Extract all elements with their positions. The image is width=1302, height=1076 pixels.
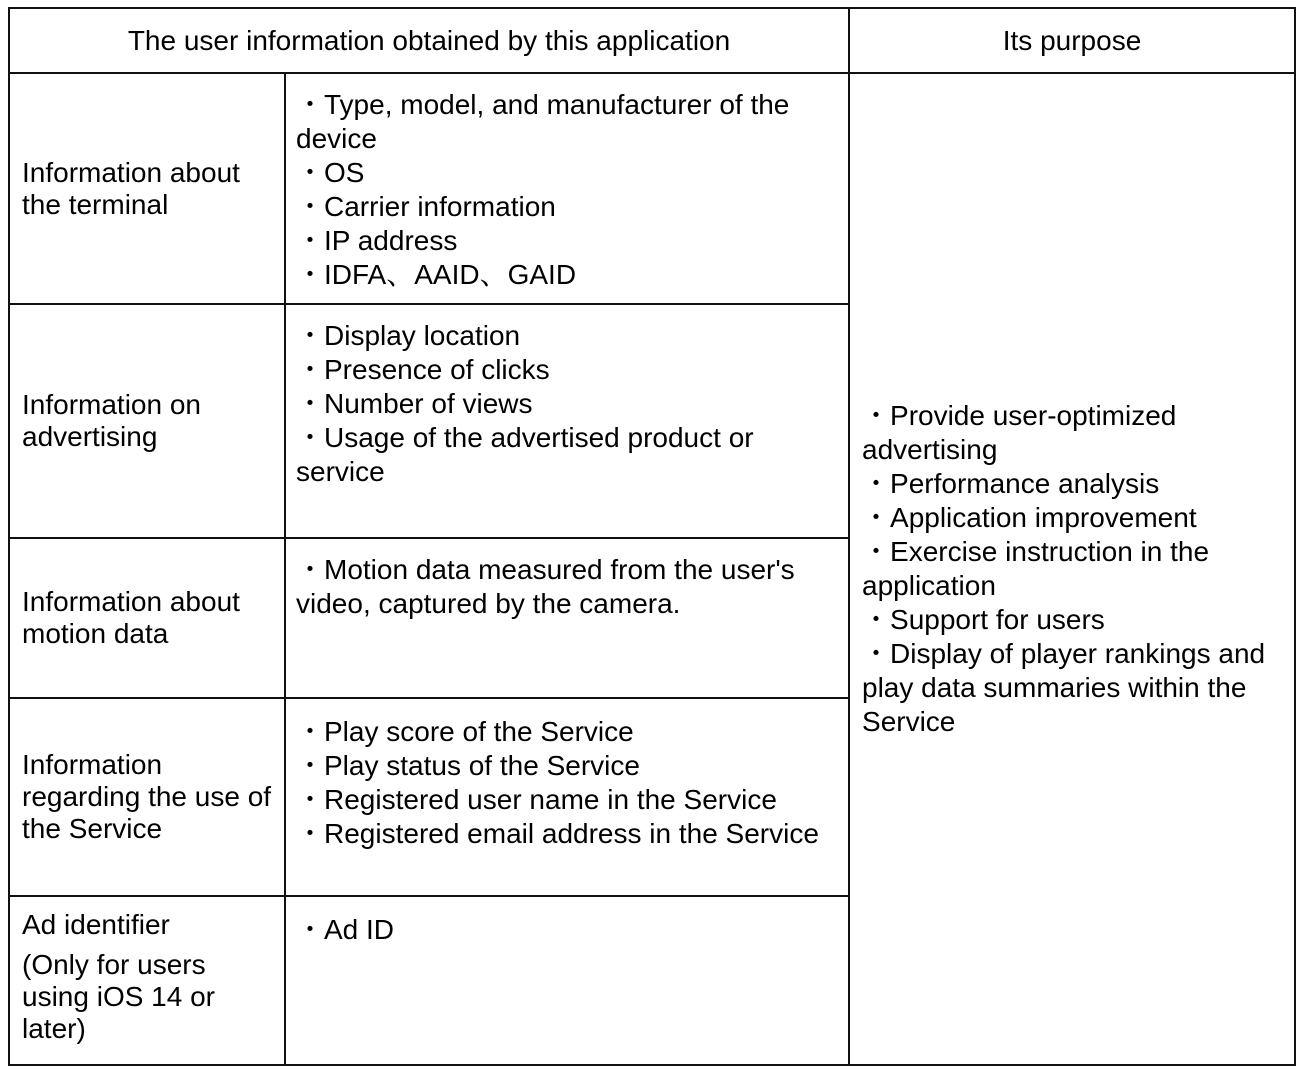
ad-identifier-label: Ad identifier [22, 909, 170, 940]
purpose-item: ・Provide user-optimized advertising [862, 400, 1177, 465]
list-item: ・Play status of the Service [296, 750, 640, 781]
list-item: ・Presence of clicks [296, 354, 550, 385]
table-header-row [9, 8, 1295, 73]
header-purpose: Its purpose [849, 8, 1295, 73]
user-information-table [8, 7, 1296, 1066]
row-label-ad-identifier [9, 896, 285, 1065]
list-item: ・Type, model, and manufacturer of the device [296, 89, 790, 154]
list-item: ・Play score of the Service [296, 716, 634, 747]
header-info-obtained: The user information obtained by this application [9, 8, 849, 73]
row-items-terminal [285, 73, 849, 304]
row-label-terminal: Information about the terminal [9, 73, 285, 304]
row-items-motion-data [285, 538, 849, 698]
list-item: ・Number of views [296, 388, 533, 419]
list-item: ・Motion data measured from the user's video, captured by the camera. [296, 554, 795, 619]
purpose-item: ・Display of player rankings and play data summaries within the Service [862, 638, 1266, 737]
row-items-service-use [285, 698, 849, 896]
purpose-item: ・Support for users [862, 604, 1105, 635]
row-items-ad-identifier [285, 896, 849, 1065]
row-items-advertising [285, 304, 849, 538]
list-item: ・Usage of the advertised product or service [296, 422, 754, 487]
list-item: ・Display location [296, 320, 521, 351]
list-item: ・OS [296, 157, 365, 188]
row-label-service-use: Information regarding the use of the Service [9, 698, 285, 896]
list-item: ・Ad ID [296, 914, 395, 945]
list-item: ・IP address [296, 225, 458, 256]
list-item: ・Registered user name in the Service [296, 784, 777, 815]
purpose-cell [849, 73, 1295, 1065]
list-item: ・IDFA、AAID、GAID [296, 259, 577, 290]
purpose-item: ・Application improvement [862, 502, 1197, 533]
list-item: ・Registered email address in the Service [296, 818, 819, 849]
table-row-terminal [9, 73, 1295, 304]
list-item: ・Carrier information [296, 191, 556, 222]
row-label-motion-data: Information about motion data [9, 538, 285, 698]
purpose-item: ・Exercise instruction in the application [862, 536, 1210, 601]
purpose-item: ・Performance analysis [862, 468, 1160, 499]
ios-note: (Only for users using iOS 14 or later) [22, 949, 215, 1044]
row-label-advertising: Information on advertising [9, 304, 285, 538]
